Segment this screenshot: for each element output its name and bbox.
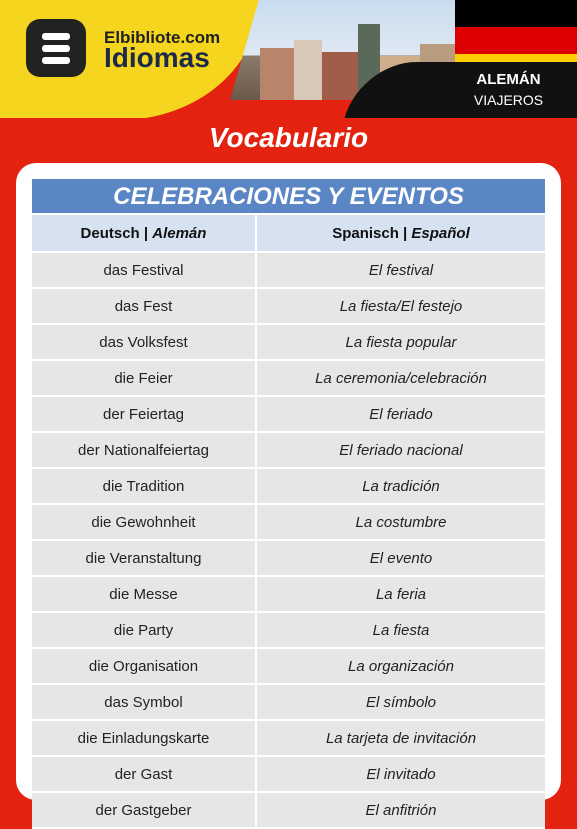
section-title: Vocabulario bbox=[208, 122, 369, 153]
table-row bbox=[32, 469, 545, 505]
german-word: das Fest bbox=[32, 289, 257, 325]
table-row bbox=[32, 253, 545, 289]
german-word: der Gastgeber bbox=[32, 793, 257, 829]
tag-language: ALEMÁN bbox=[476, 71, 541, 88]
table-row bbox=[32, 289, 545, 325]
german-word: die Feier bbox=[32, 361, 257, 397]
table-row bbox=[32, 793, 545, 829]
table-row bbox=[32, 433, 545, 469]
german-word: die Tradition bbox=[32, 469, 257, 505]
spanish-word: La organización bbox=[257, 649, 545, 685]
header-german: Deutsch | Alemán bbox=[32, 215, 257, 253]
spanish-word: El feriado nacional bbox=[257, 433, 545, 469]
table-row bbox=[32, 757, 545, 793]
german-word: der Feiertag bbox=[32, 397, 257, 433]
table-row bbox=[32, 685, 545, 721]
german-word: die Veranstaltung bbox=[32, 541, 257, 577]
table-row bbox=[32, 577, 545, 613]
spanish-word: El feriado bbox=[257, 397, 545, 433]
table-row bbox=[32, 505, 545, 541]
german-word: die Party bbox=[32, 613, 257, 649]
table-title: CELEBRACIONES Y EVENTOS bbox=[32, 179, 545, 213]
table-row bbox=[32, 649, 545, 685]
spanish-word: La tradición bbox=[257, 469, 545, 505]
table-row bbox=[32, 361, 545, 397]
german-word: die Einladungskarte bbox=[32, 721, 257, 757]
spanish-word: El festival bbox=[257, 253, 545, 289]
table-row bbox=[32, 397, 545, 433]
spanish-word: La fiesta/El festejo bbox=[257, 289, 545, 325]
spanish-word: La costumbre bbox=[257, 505, 545, 541]
german-word: der Gast bbox=[32, 757, 257, 793]
table-row bbox=[32, 541, 545, 577]
german-word: das Festival bbox=[32, 253, 257, 289]
flag-stripe-black bbox=[455, 0, 577, 27]
category-tag bbox=[440, 70, 577, 110]
spanish-word: El símbolo bbox=[257, 685, 545, 721]
tag-category: VIAJEROS bbox=[473, 92, 544, 108]
spanish-word: El anfitrión bbox=[257, 793, 545, 829]
table-row bbox=[32, 721, 545, 757]
flag-stripe-red bbox=[455, 27, 577, 54]
logo-icon bbox=[26, 19, 86, 77]
spanish-word: El invitado bbox=[257, 757, 545, 793]
german-word: die Organisation bbox=[32, 649, 257, 685]
table-row bbox=[32, 613, 545, 649]
spanish-word: El evento bbox=[257, 541, 545, 577]
spanish-word: La fiesta bbox=[257, 613, 545, 649]
vocabulary-table bbox=[32, 215, 545, 829]
german-word: das Volksfest bbox=[32, 325, 257, 361]
header-banner bbox=[0, 0, 577, 118]
german-word: das Symbol bbox=[32, 685, 257, 721]
spanish-word: La fiesta popular bbox=[257, 325, 545, 361]
german-word: die Messe bbox=[32, 577, 257, 613]
spanish-word: La ceremonia/celebración bbox=[257, 361, 545, 397]
vocabulary-card bbox=[16, 163, 561, 819]
table-row bbox=[32, 325, 545, 361]
header-spanish: Spanisch | Español bbox=[257, 215, 545, 253]
header-row bbox=[32, 215, 545, 253]
brand-line1: Elbibliote.com bbox=[104, 28, 221, 47]
german-word: die Gewohnheit bbox=[32, 505, 257, 541]
brand-line2: Idiomas bbox=[104, 42, 210, 73]
german-word: der Nationalfeiertag bbox=[32, 433, 257, 469]
spanish-word: La tarjeta de invitación bbox=[257, 721, 545, 757]
spanish-word: La feria bbox=[257, 577, 545, 613]
